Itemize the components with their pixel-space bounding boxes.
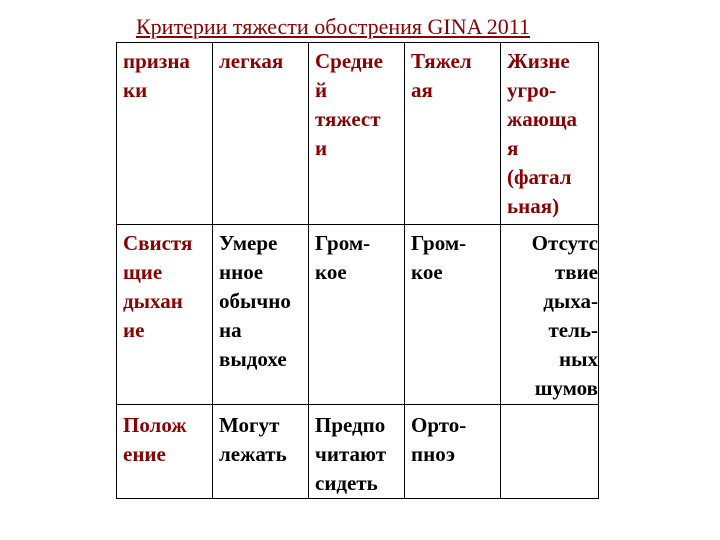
cell-wheezing-life-threatening: Отсутс твие дыха- тель- ных шумов <box>501 225 599 405</box>
header-cell-life-threatening: Жизне угро- жающа я (фатал ьная) <box>501 43 599 225</box>
table-row-wheezing <box>117 225 599 405</box>
header-cell-criteria: призна ки <box>117 43 213 225</box>
cell-position-severe: Орто- пноэ <box>405 405 501 499</box>
header-cell-moderate: Средне й тяжест и <box>309 43 405 225</box>
table-row-header <box>117 43 599 225</box>
row-label-position: Полож ение <box>117 405 213 499</box>
cell-position-moderate: Предпо читают сидеть <box>309 405 405 499</box>
severity-criteria-table <box>116 42 599 499</box>
cell-wheezing-moderate: Гром- кое <box>309 225 405 405</box>
row-label-wheezing: Свистя щие дыхан ие <box>117 225 213 405</box>
header-cell-severe: Тяжел ая <box>405 43 501 225</box>
table-title: Критерии тяжести обострения GINA 2011 <box>136 14 530 39</box>
cell-position-life-threatening <box>501 405 599 499</box>
cell-position-mild: Могут лежать <box>213 405 309 499</box>
cell-wheezing-mild: Умере нное обычно на выдохе <box>213 225 309 405</box>
table-row-position <box>117 405 599 499</box>
cell-wheezing-severe: Гром- кое <box>405 225 501 405</box>
header-cell-mild: легкая <box>213 43 309 225</box>
